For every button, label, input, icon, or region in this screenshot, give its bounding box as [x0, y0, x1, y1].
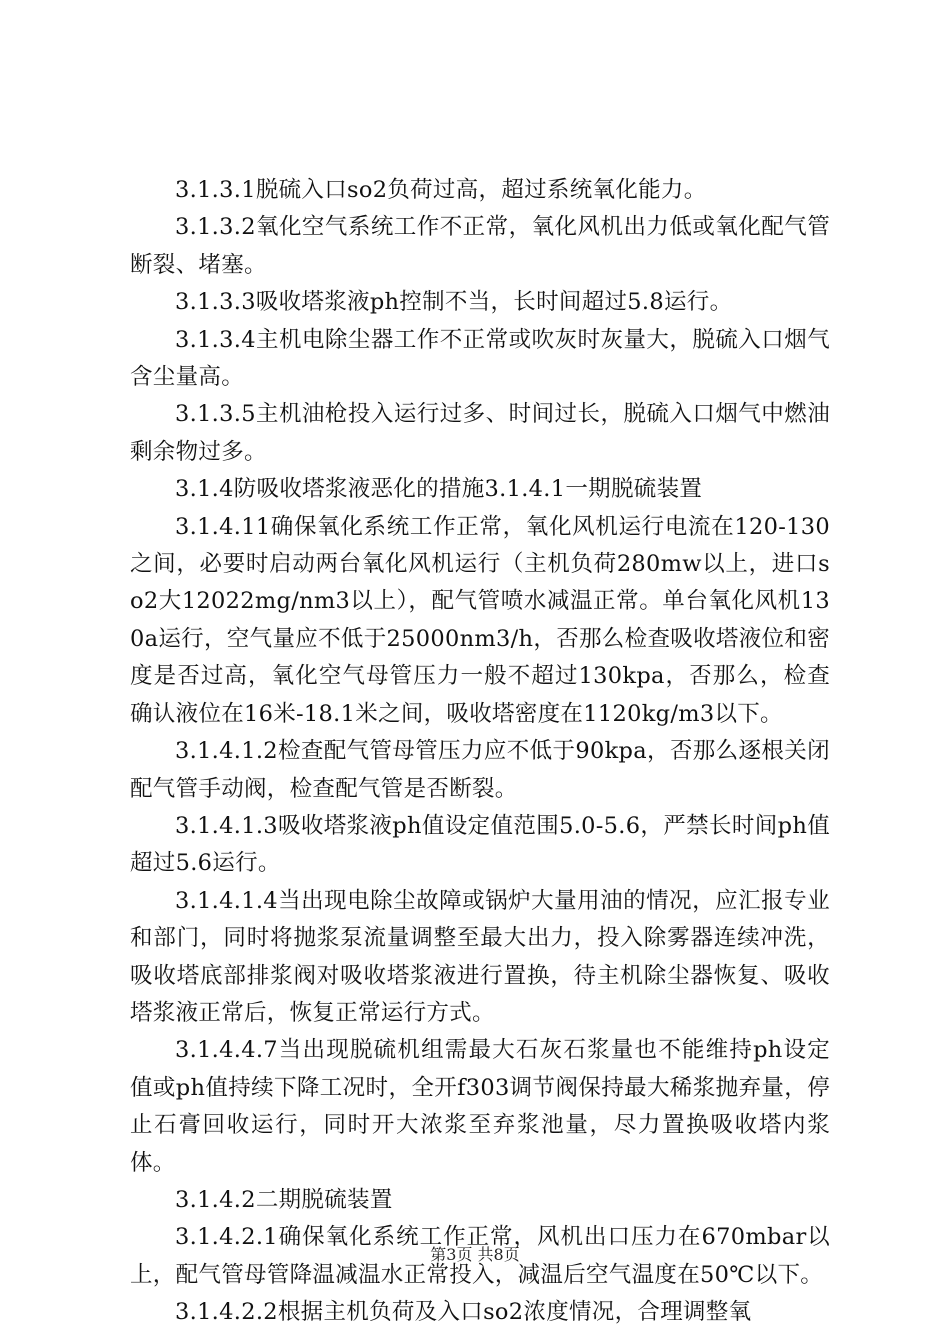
- paragraph-3-1-4-2-2: 3.1.4.2.2根据主机负荷及入口so2浓度情况，合理调整氧: [175, 1299, 752, 1326]
- paragraph-3-1-3-2: 3.1.3.2氧化空气系统工作不正常，氧化风机出力低或氧化配气管断裂、堵塞。: [130, 214, 830, 278]
- paragraph-3-1-3-5: 3.1.3.5主机油枪投入运行过多、时间过长，脱硫入口烟气中燃油剩余物过多。: [130, 401, 830, 465]
- paragraph-3-1-3-4: 3.1.3.4主机电除尘器工作不正常或吹灰时灰量大，脱硫入口烟气含尘量高。: [130, 326, 830, 391]
- paragraph-3-1-4-2-1: 3.1.4.2.1确保氧化系统工作正常，风机出口压力在670mbar以上，配气管母管降温减温水正常投入，减温后空气温度在50℃以下。: [130, 1224, 830, 1288]
- paragraph-3-1-3-1: 3.1.3.1脱硫入口so2负荷过高，超过系统氧化能力。: [175, 177, 707, 203]
- paragraph-3-1-4-11: 3.1.4.11确保氧化系统工作正常，氧化风机运行电流在120-130之间，必要时启动两台氧化风机运行（主机负荷280mw以上，进口so2大12022mg/nm3以上），配气管喷水减温正常。单台氧化风机130a运行，空气量应不低于25000nm3/h，否那么检查吸收塔液位和密度是否过高，氧化空气母管压力一般不超过130kpa，否那么，检查确认液位在16米-18.1米之间，吸收塔密度在1120kg/m3以下。: [130, 513, 830, 727]
- paragraph-3-1-4-2-heading: 3.1.4.2二期脱硫装置: [175, 1186, 393, 1213]
- page-footer: [0, 1244, 950, 1266]
- page-number-label: 第3页 共8页: [430, 1245, 520, 1264]
- document-body: [130, 172, 830, 1332]
- paragraph-3-1-4-1-3: 3.1.4.1.3吸收塔浆液ph值设定值范围5.0-5.6，严禁长时间ph值超过5.6运行。: [130, 812, 830, 877]
- paragraph-3-1-3-3: 3.1.3.3吸收塔浆液ph控制不当，长时间超过5.8运行。: [175, 289, 733, 316]
- paragraph-3-1-4-heading: 3.1.4防吸收塔浆液恶化的措施3.1.4.1一期脱硫装置: [175, 476, 703, 503]
- paragraph-3-1-4-1-4: 3.1.4.1.4当出现电除尘故障或锅炉大量用油的情况，应汇报专业和部门，同时将抛浆泵流量调整至最大出力，投入除雾器连续冲洗，吸收塔底部排浆阀对吸收塔浆液进行置换，待主机除尘器恢复、吸收塔浆液正常后，恢复正常运行方式。: [130, 887, 830, 1026]
- paragraph-3-1-4-1-2: 3.1.4.1.2检查配气管母管压力应不低于90kpa，否那么逐根关闭配气管手动阀，检查配气管是否断裂。: [130, 738, 830, 802]
- paragraph-3-1-4-4-7: 3.1.4.4.7当出现脱硫机组需最大石灰石浆量也不能维持ph设定值或ph值持续下降工况时，全开f303调节阀保持最大稀浆抛弃量，停止石膏回收运行，同时开大浓浆至弃浆池量，尽力置换吸收塔内浆体。: [130, 1037, 830, 1176]
